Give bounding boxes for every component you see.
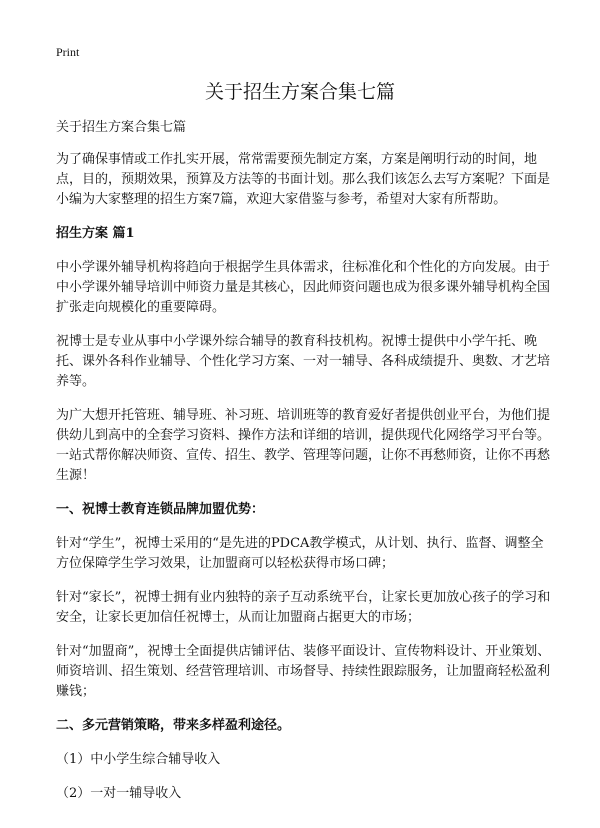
subheading-marketing: 二、多元营销策略，带来多样盈利途径。 xyxy=(56,718,291,733)
section-heading-1: 招生方案 篇1 xyxy=(56,226,135,241)
subheading-advantages: 一、祝博士教育连锁品牌加盟优势： xyxy=(56,502,265,517)
article-body xyxy=(56,118,556,818)
paragraph-3: 为广大想开托管班、辅导班、补习班、培训班等的教育爱好者提供创业平台，为他们提供幼儿到高中的全套学习资料、操作方法和详细的培训，提供现代化网络学习平台等。一站式帮你解决师资、宣传、招生、教学、管理等问题，让你不再愁师资，让你不再愁生源！ xyxy=(56,408,551,483)
print-link[interactable]: Print xyxy=(56,45,80,59)
paragraph-parents: 针对“家长”，祝博士拥有业内独特的亲子互动系统平台，让家长更加放心孩子的学习和安全，让家长更加信任祝博士，从而让加盟商占据更大的市场； xyxy=(56,590,551,625)
paragraph-1: 中小学课外辅导机构将趋向于根据学生具体需求，往标准化和个性化的方向发展。由于中小学课外辅导培训中师资力量是其核心，因此师资问题也成为很多课外辅导机构全国扩张走向规模化的重要障碍。 xyxy=(56,260,551,315)
list-item-1: （1）中小学生综合辅导收入 xyxy=(56,752,221,767)
intro-paragraph: 为了确保事情或工作扎实开展，常常需要预先制定方案，方案是阐明行动的时间，地点，目的，预期效果，预算及方法等的书面计划。那么我们该怎么去写方案呢？下面是小编为大家整理的招生方案7篇，欢迎大家借鉴与参考，希望对大家有所帮助。 xyxy=(56,152,551,207)
paragraph-franchisees: 针对“加盟商”，祝博士全面提供店铺评估、装修平面设计、宣传物料设计、开业策划、师资培训、招生策划、经营管理培训、市场督导、持续性跟踪服务，让加盟商轻松盈利赚钱； xyxy=(56,644,551,699)
page-title: 关于招生方案合集七篇 xyxy=(204,81,395,103)
paragraph-students: 针对“学生”，祝博士采用的“是先进的PDCA教学模式，从计划、执行、监督、调整全方位保障学生学习效果，让加盟商可以轻松获得市场口碑； xyxy=(56,536,544,571)
paragraph-2: 祝博士是专业从事中小学课外综合辅导的教育科技机构。祝博士提供中小学午托、晚托、课外各科作业辅导、个性化学习方案、一对一辅导、各科成绩提升、奥数、才艺培养等。 xyxy=(56,334,551,389)
list-item-2: （2）一对一辅导收入 xyxy=(56,786,182,801)
article-subtitle: 关于招生方案合集七篇 xyxy=(56,120,187,135)
